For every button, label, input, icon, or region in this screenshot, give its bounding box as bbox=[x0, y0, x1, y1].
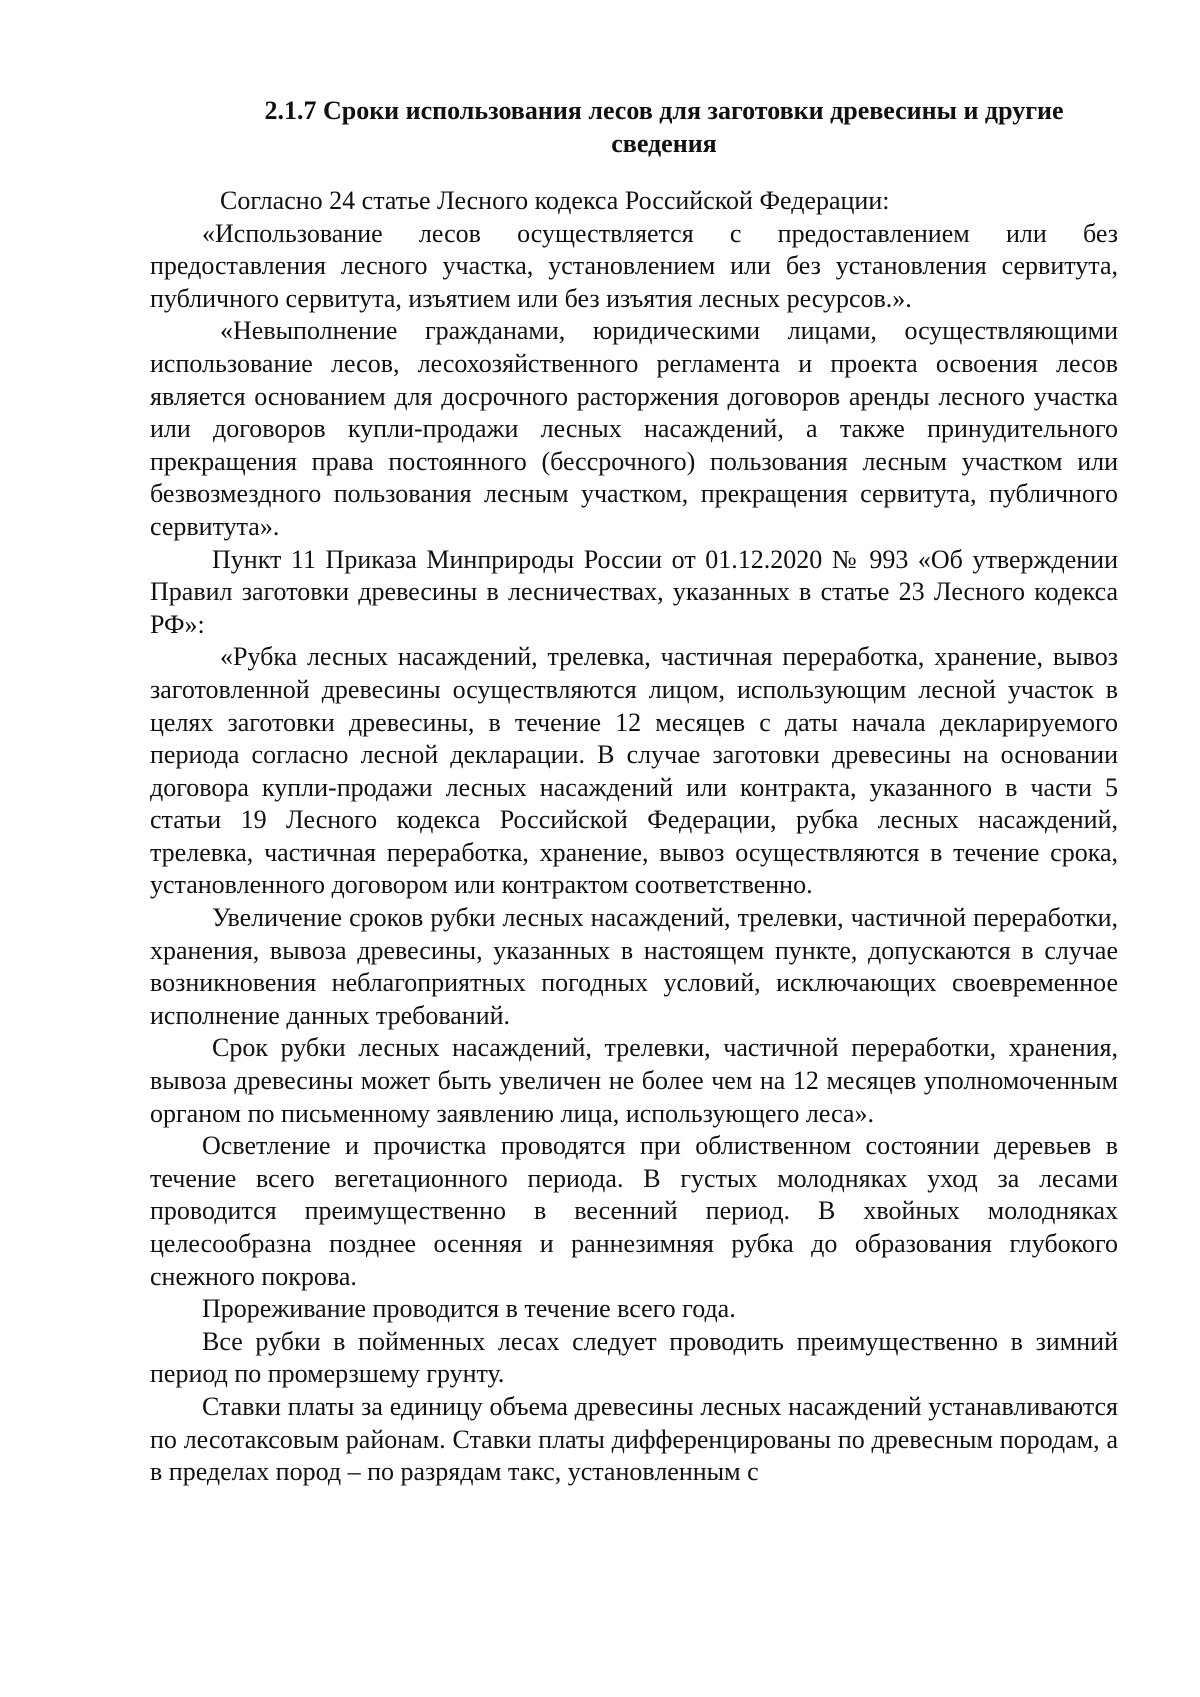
section-heading-line-1: 2.1.7 Сроки использования лесов для заготовки древесины и другие bbox=[264, 96, 1064, 125]
body-text bbox=[150, 185, 1118, 1489]
paragraph-payment-rates: Ставки платы за единицу объема древесины лесных насаждений устанавливаются по лесотаксовым районам. Ставки платы дифференцированы по древесным породам, а в пределах пород – по разрядам такс, установленным с bbox=[150, 1391, 1118, 1487]
paragraph-order-reference: Пункт 11 Приказа Минприроды России от 01.12.2020 № 993 «Об утверждении Правил заготовки древесины в лесничествах, указанных в статье 23 Лесного кодекса РФ»: bbox=[150, 544, 1118, 639]
paragraph-forest-use-quote: «Использование лесов осуществляется с предоставлением или без предоставления лесного участка, установлением или без установления сервитута, публичного сервитута, изъятием или без изъятия лесных ресурсов.». bbox=[150, 218, 1118, 313]
paragraph-harvest-rules-quote: «Рубка лесных насаждений, трелевка, частичная переработка, хранение, вывоз заготовленной древесины осуществляются лицом, использующим лесной участок в целях заготовки древесины, в течение 12 месяцев с даты начала декларируемого периода согласно лесной декларации. В случае заготовки древесины на основании договора купли-продажи лесных насаждений или контракта, указанного в части 5 статьи 19 Лесного кодекса Российской Федерации, рубка лесных насаждений, трелевка, частичная переработка, хранение, вывоз осуществляются в течение срока, установленного договором или контрактом соответственно. bbox=[150, 642, 1118, 900]
paragraph-extension-conditions: Увеличение сроков рубки лесных насаждений, трелевки, частичной переработки, хранения, вывоза древесины, указанных в настоящем пункте, допускаются в случае возникновения неблагоприятных погодных условий, исключающих своевременное исполнение данных требований. bbox=[150, 903, 1118, 1030]
section-heading-line-2: сведения bbox=[611, 129, 717, 158]
paragraph-non-compliance-quote: «Невыполнение гражданами, юридическими лицами, осуществляющими использование лесов, лесохозяйственного регламента и проекта освоения лесов является основанием для досрочного расторжения договоров аренды лесного участка или договоров купли-продажи лесных насаждений, а также принудительного прекращения права постоянного (бессрочного) пользования лесным участком или безвозмездного пользования лесным участком, прекращения сервитута, публичного сервитута». bbox=[150, 316, 1118, 541]
document-page bbox=[150, 94, 1118, 1489]
paragraph-thinning-timing: Прореживание проводится в течение всего года. bbox=[202, 1294, 736, 1324]
paragraph-floodplain-felling: Все рубки в пойменных лесах следует проводить преимущественно в зимний период по промерзшему грунту. bbox=[150, 1326, 1118, 1389]
section-heading bbox=[150, 94, 1118, 160]
paragraph-clearing-timing: Осветление и прочистка проводятся при облиственном состоянии деревьев в течение всего вегетационного периода. В густых молодняках уход за лесами проводится преимущественно в весенний период. В хвойных молодняках целесообразна позднее осенняя и раннезимняя рубка до образования глубокого снежного покрова. bbox=[150, 1131, 1118, 1291]
paragraph-extension-term: Срок рубки лесных насаждений, трелевки, частичной переработки, хранения, вывоза древесины может быть увеличен не более чем на 12 месяцев уполномоченным органом по письменному заявлению лица, использующего леса». bbox=[150, 1033, 1118, 1128]
paragraph-forest-code-intro: Согласно 24 статье Лесного кодекса Российской Федерации: bbox=[220, 186, 890, 215]
